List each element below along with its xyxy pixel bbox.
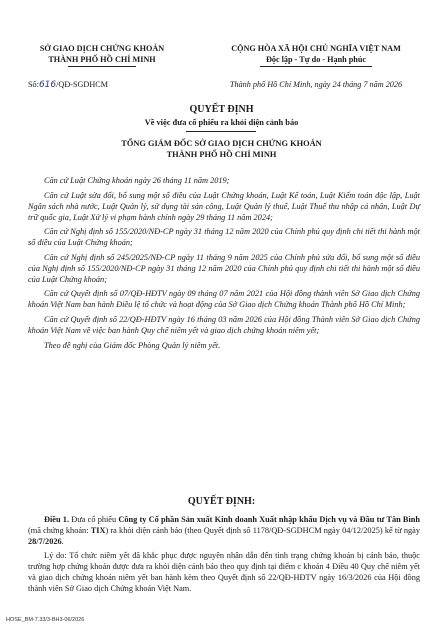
article-1-text: . [61,537,64,546]
articles [28,514,420,597]
company-name: Công ty Cổ phần Sản xuất Kinh doanh Xuất nhập khẩu Dịch vụ và Đầu tư Tân Bình [118,515,420,524]
legal-basis: Căn cứ Quyết định số 07/QĐ-HĐTV ngày 09 tháng 07 năm 2021 của Hội đồng thành viên Sở Giao dịch Chứng khoán Việt Nam ban hành Điều lệ tổ chức và hoạt động của Sở Giao dịch Chứng khoán Thành phố Hồ Chí Minh; [28,289,420,310]
legal-bases [28,175,420,354]
article-1-text: ) ra khỏi diện cảnh báo (theo Quyết định số 1178/QĐ-SGDHCM ngày 04/12/2025) kể từ ngày [105,526,420,535]
ticker: TIX [90,526,106,535]
authority-line-2: THÀNH PHỐ HỒ CHÍ MINH [166,150,277,159]
article-1 [28,514,420,547]
issuer-name-line1: SỞ GIAO DỊCH CHỨNG KHOÁN [39,44,165,53]
legal-basis: Căn cứ Nghị định số 155/2020/NĐ-CP ngày 31 tháng 12 năm 2020 của Chính phủ quy định chi tiết thi hành một số điều của Luật Chứng khoán; [28,227,420,248]
decision-heading: QUYẾT ĐỊNH [189,104,254,115]
national-title: CỘNG HÒA XÃ HỘI CHỦ NGHĨA VIỆT NAM [231,44,401,53]
decision-subject: Về việc đưa cổ phiếu ra khỏi diện cảnh báo [144,118,299,127]
motto-underline [260,66,372,67]
legal-basis: Theo đề nghị của Giám đốc Phòng Quản lý niêm yết. [44,340,221,350]
reason-paragraph: Lý do: Tổ chức niêm yết đã khắc phục được nguyên nhân dẫn đến tình trạng chứng khoán bị cảnh báo, thuộc trường hợp chứng khoán được đưa ra khỏi diện cảnh báo theo quy định tại điểm c khoản 4 Điều 40 Quy chế niêm yết và giao dịch chứng khoán niêm yết ban hành kèm theo Quyết định số 22/QĐ-HĐTV ngày 16/3/2026 của Hội đồng thành viên Sở Giao dịch Chứng khoán Việt Nam. [28,551,420,593]
authority-line-1: TỔNG GIÁM ĐỐC SỞ GIAO DỊCH CHỨNG KHOÁN [121,139,322,148]
legal-basis: Căn cứ Luật Chứng khoán ngày 26 tháng 11 năm 2019; [44,176,230,185]
issue-date: Thành phố Hồ Chí Minh, ngày 24 tháng 7 năm 2026 [229,80,403,89]
national-motto: Độc lập - Tự do - Hạnh phúc [265,54,367,64]
effective-date: 28/7/2026 [28,537,62,546]
docno-suffix: /QĐ-SGDHCM [56,80,108,89]
legal-basis: Căn cứ Quyết định số 22/QĐ-HĐTV ngày 16 tháng 03 năm 2026 của Hội đồng Thành viên Sở Giao dịch Chứng khoán Việt Nam về việc ban hành Quy chế niêm yết và giao dịch chứng khoán niêm yết; [28,314,420,335]
docno-handwritten: 616 [38,80,57,90]
issuer-block [22,44,182,67]
decides-heading: QUYẾT ĐỊNH: [187,496,256,507]
issuer-name-line2: THÀNH PHỐ HỒ CHÍ MINH [48,54,156,64]
legal-basis: Căn cứ Nghị định số 245/2025/NĐ-CP ngày 11 tháng 9 năm 2025 của Chính phủ sửa đổi, bổ sung một số điều của Nghị định số 155/2020/NĐ-CP ngày 31 tháng 12 năm 2020 của Chính phủ quy định chi tiết thi hành một số điều của Luật Chứng khoán; [28,252,420,284]
article-1-label: Điều 1. [44,515,70,524]
document-number [28,80,108,90]
form-code: HOSE_BM-7.33/3-BH3-06/2026 [6,617,85,623]
article-1-text: Đưa cổ phiếu [69,515,119,524]
issuer-underline [68,66,136,67]
subject-underline [186,131,256,132]
article-1-text: (mã chứng khoán: [28,526,91,535]
national-motto-block [200,44,432,67]
docno-prefix: Số: [28,80,39,89]
legal-basis: Căn cứ Luật sửa đổi, bổ sung một số điều của Luật Chứng khoán, Luật Kế toán, Luật Kiểm toán độc lập, Luật Ngân sách nhà nước, Luật Quản lý, sử dụng tài sản công, Luật Quản lý thuế, Luật Thuế thu nhập cá nhân, Luật Dự trữ quốc gia, Luật Xử lý vi phạm hành chính ngày 29 tháng 11 năm 2024; [28,190,420,222]
